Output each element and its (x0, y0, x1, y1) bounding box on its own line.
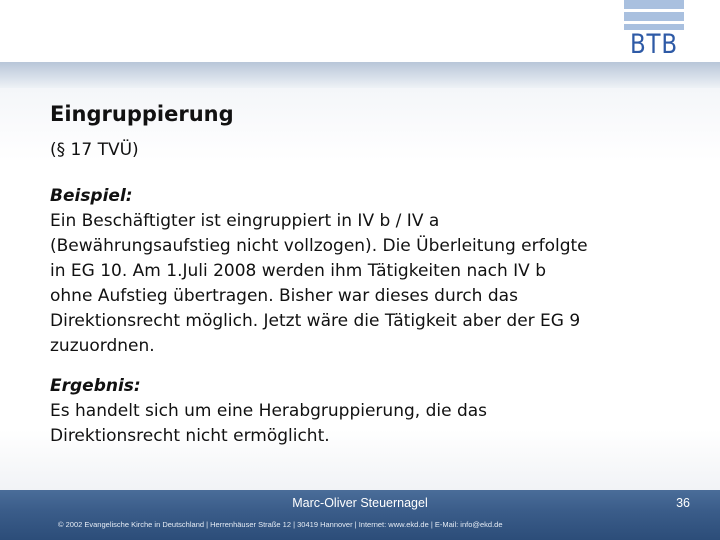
footer-bar (0, 490, 720, 540)
example-line: Direktionsrecht möglich. Jetzt wäre die Tätigkeit aber der EG 9 (50, 311, 581, 331)
logo-stripes (624, 0, 684, 30)
example-line: ohne Aufstieg übertragen. Bisher war dieses durch das (50, 286, 518, 306)
result-line: Es handelt sich um eine Herabgruppierung, die das (50, 401, 488, 421)
result-heading: Ergebnis: (50, 376, 141, 396)
example-line: in EG 10. Am 1.Juli 2008 werden ihm Tätigkeiten nach IV b (50, 261, 546, 281)
example-block (50, 184, 710, 359)
example-line: (Bewährungsaufstieg nicht vollzogen). Die Überleitung erfolgte (50, 236, 588, 256)
slide-title: Eingruppierung (50, 102, 234, 126)
slide-content (50, 100, 710, 449)
footer-author: Marc-Oliver Steuernagel (292, 496, 428, 510)
logo-text: BTB (629, 29, 679, 60)
page-number: 36 (676, 496, 690, 510)
example-line: Ein Beschäftigter ist eingruppiert in IV b / IV a (50, 211, 440, 231)
slide-subtitle: (§ 17 TVÜ) (50, 140, 139, 160)
header-band (0, 62, 720, 88)
result-line: Direktionsrecht nicht ermöglicht. (50, 426, 330, 446)
example-line: zuzuordnen. (50, 336, 155, 356)
footer-copyright: © 2002 Evangelische Kirche in Deutschland | Herrenhäuser Straße 12 | 30419 Hannover | Internet: www.ekd.de | E-Mail: info@ekd.de (58, 520, 503, 529)
example-heading: Beispiel: (50, 186, 133, 206)
result-block (50, 374, 710, 449)
btb-logo (624, 0, 684, 60)
